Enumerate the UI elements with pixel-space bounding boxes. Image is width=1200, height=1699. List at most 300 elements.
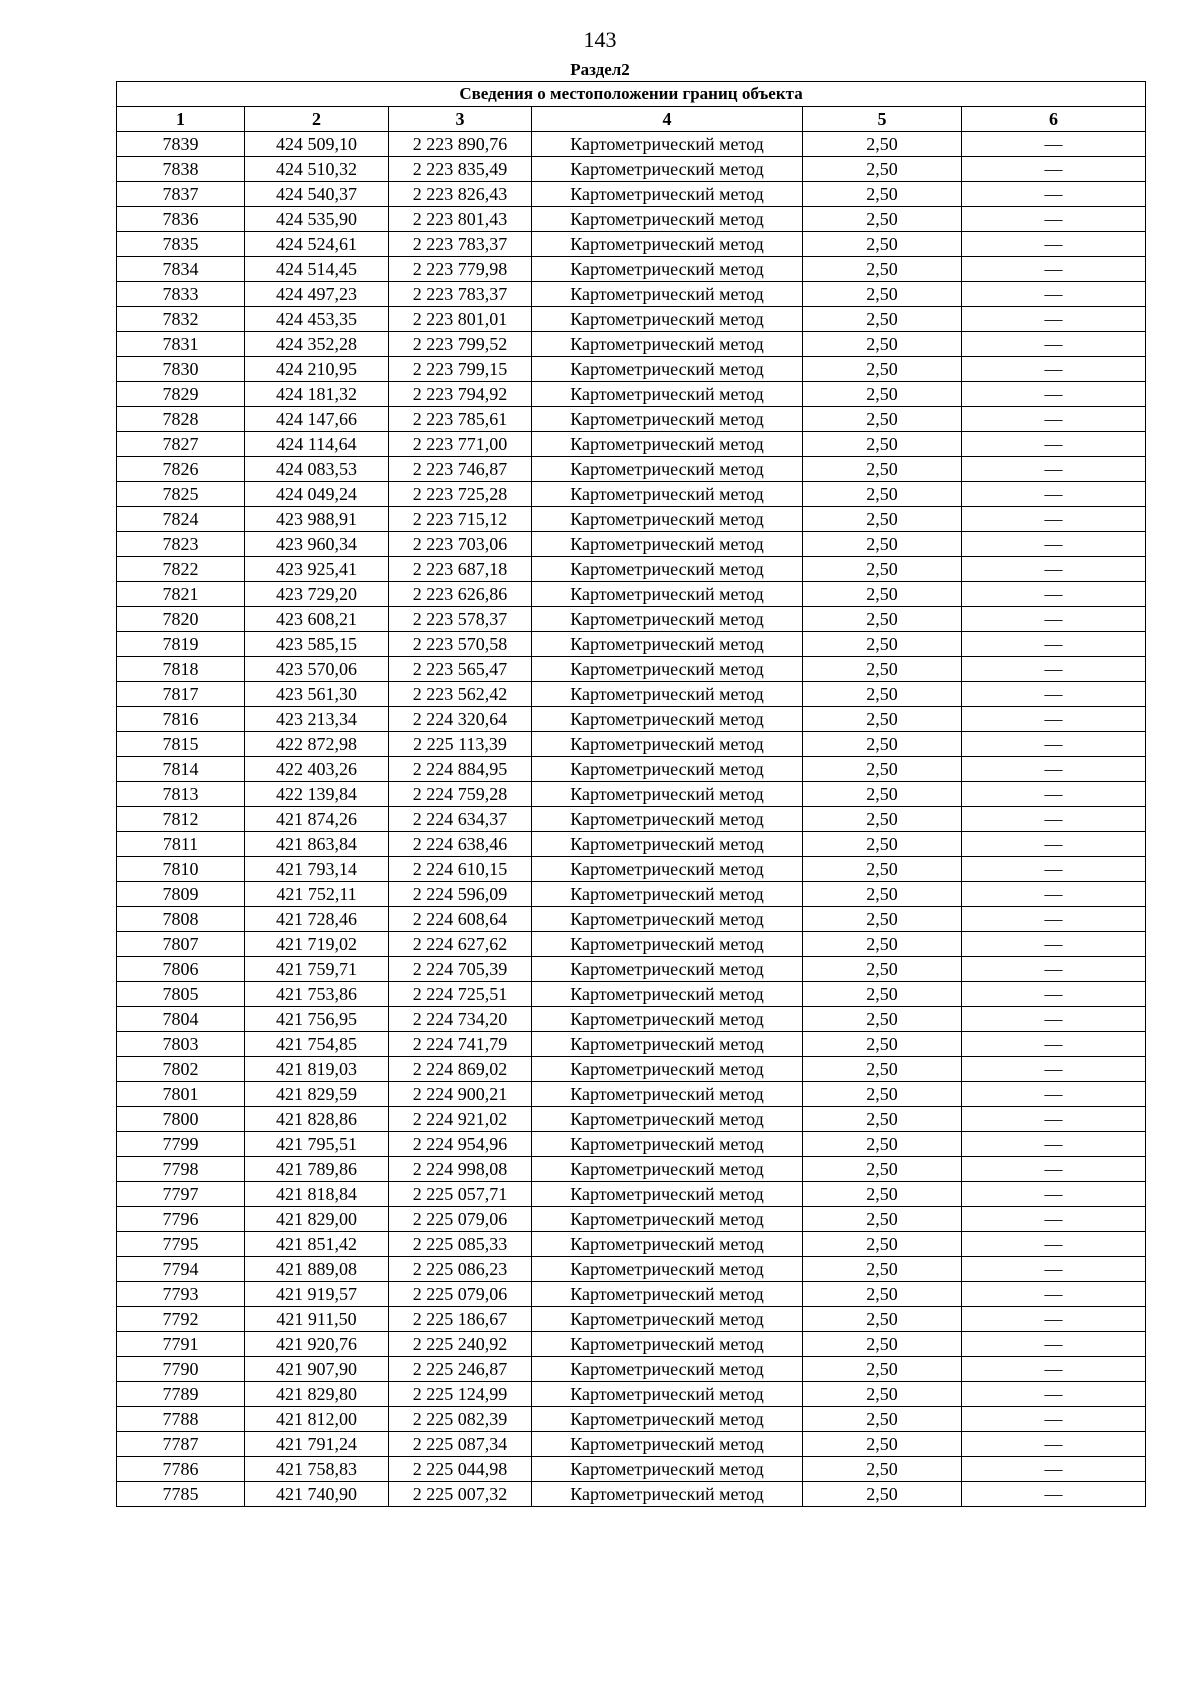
y-coordinate-cell: 2 225 079,06 — [389, 1282, 532, 1307]
y-coordinate-cell: 2 225 085,33 — [389, 1232, 532, 1257]
x-coordinate-cell: 421 754,85 — [245, 1032, 389, 1057]
x-coordinate-cell: 421 829,59 — [245, 1082, 389, 1107]
table-row — [117, 357, 1146, 382]
y-coordinate-cell: 2 225 086,23 — [389, 1257, 532, 1282]
accuracy-cell: 2,50 — [803, 982, 962, 1007]
point-number-cell: 7818 — [117, 657, 245, 682]
method-cell: Картометрический метод — [532, 1207, 803, 1232]
method-cell: Картометрический метод — [532, 1282, 803, 1307]
method-cell: Картометрический метод — [532, 1132, 803, 1157]
point-number-cell: 7815 — [117, 732, 245, 757]
accuracy-cell: 2,50 — [803, 1232, 962, 1257]
x-coordinate-cell: 423 925,41 — [245, 557, 389, 582]
description-cell: — — [962, 1482, 1146, 1507]
table-row — [117, 1257, 1146, 1282]
point-number-cell: 7789 — [117, 1382, 245, 1407]
point-number-cell: 7830 — [117, 357, 245, 382]
table-row — [117, 207, 1146, 232]
table-row — [117, 1032, 1146, 1057]
description-cell: — — [962, 1207, 1146, 1232]
accuracy-cell: 2,50 — [803, 1307, 962, 1332]
method-cell: Картометрический метод — [532, 1357, 803, 1382]
method-cell: Картометрический метод — [532, 157, 803, 182]
column-header: 5 — [803, 107, 962, 132]
point-number-cell: 7826 — [117, 457, 245, 482]
accuracy-cell: 2,50 — [803, 1482, 962, 1507]
description-cell: — — [962, 1432, 1146, 1457]
method-cell: Картометрический метод — [532, 732, 803, 757]
table-row — [117, 257, 1146, 282]
method-cell: Картометрический метод — [532, 207, 803, 232]
y-coordinate-cell: 2 224 725,51 — [389, 982, 532, 1007]
point-number-cell: 7814 — [117, 757, 245, 782]
y-coordinate-cell: 2 224 734,20 — [389, 1007, 532, 1032]
description-cell: — — [962, 832, 1146, 857]
point-number-cell: 7813 — [117, 782, 245, 807]
point-number-cell: 7825 — [117, 482, 245, 507]
table-row — [117, 507, 1146, 532]
x-coordinate-cell: 421 874,26 — [245, 807, 389, 832]
y-coordinate-cell: 2 223 801,01 — [389, 307, 532, 332]
accuracy-cell: 2,50 — [803, 382, 962, 407]
method-cell: Картометрический метод — [532, 332, 803, 357]
accuracy-cell: 2,50 — [803, 482, 962, 507]
x-coordinate-cell: 424 535,90 — [245, 207, 389, 232]
x-coordinate-cell: 421 863,84 — [245, 832, 389, 857]
method-cell: Картометрический метод — [532, 1382, 803, 1407]
y-coordinate-cell: 2 223 799,52 — [389, 332, 532, 357]
table-row — [117, 1057, 1146, 1082]
method-cell: Картометрический метод — [532, 307, 803, 332]
accuracy-cell: 2,50 — [803, 932, 962, 957]
accuracy-cell: 2,50 — [803, 682, 962, 707]
y-coordinate-cell: 2 223 771,00 — [389, 432, 532, 457]
x-coordinate-cell: 423 729,20 — [245, 582, 389, 607]
point-number-cell: 7803 — [117, 1032, 245, 1057]
y-coordinate-cell: 2 224 954,96 — [389, 1132, 532, 1157]
point-number-cell: 7794 — [117, 1257, 245, 1282]
point-number-cell: 7796 — [117, 1207, 245, 1232]
point-number-cell: 7832 — [117, 307, 245, 332]
x-coordinate-cell: 421 795,51 — [245, 1132, 389, 1157]
point-number-cell: 7806 — [117, 957, 245, 982]
table-row — [117, 232, 1146, 257]
column-header: 1 — [117, 107, 245, 132]
x-coordinate-cell: 421 728,46 — [245, 907, 389, 932]
point-number-cell: 7801 — [117, 1082, 245, 1107]
description-cell: — — [962, 957, 1146, 982]
table-row — [117, 957, 1146, 982]
x-coordinate-cell: 421 812,00 — [245, 1407, 389, 1432]
accuracy-cell: 2,50 — [803, 532, 962, 557]
accuracy-cell: 2,50 — [803, 1157, 962, 1182]
description-cell: — — [962, 1182, 1146, 1207]
accuracy-cell: 2,50 — [803, 807, 962, 832]
table-row — [117, 982, 1146, 1007]
method-cell: Картометрический метод — [532, 182, 803, 207]
y-coordinate-cell: 2 223 715,12 — [389, 507, 532, 532]
table-row — [117, 1132, 1146, 1157]
accuracy-cell: 2,50 — [803, 907, 962, 932]
accuracy-cell: 2,50 — [803, 507, 962, 532]
description-cell: — — [962, 282, 1146, 307]
y-coordinate-cell: 2 224 634,37 — [389, 807, 532, 832]
method-cell: Картометрический метод — [532, 857, 803, 882]
point-number-cell: 7804 — [117, 1007, 245, 1032]
point-number-cell: 7802 — [117, 1057, 245, 1082]
y-coordinate-cell: 2 224 921,02 — [389, 1107, 532, 1132]
description-cell: — — [962, 1107, 1146, 1132]
table-row — [117, 1282, 1146, 1307]
accuracy-cell: 2,50 — [803, 132, 962, 157]
y-coordinate-cell: 2 223 570,58 — [389, 632, 532, 657]
method-cell: Картометрический метод — [532, 382, 803, 407]
accuracy-cell: 2,50 — [803, 1382, 962, 1407]
method-cell: Картометрический метод — [532, 1432, 803, 1457]
x-coordinate-cell: 421 920,76 — [245, 1332, 389, 1357]
point-number-cell: 7838 — [117, 157, 245, 182]
accuracy-cell: 2,50 — [803, 882, 962, 907]
x-coordinate-cell: 423 561,30 — [245, 682, 389, 707]
table-row — [117, 307, 1146, 332]
point-number-cell: 7816 — [117, 707, 245, 732]
method-cell: Картометрический метод — [532, 832, 803, 857]
y-coordinate-cell: 2 225 124,99 — [389, 1382, 532, 1407]
y-coordinate-cell: 2 224 610,15 — [389, 857, 532, 882]
x-coordinate-cell: 421 740,90 — [245, 1482, 389, 1507]
y-coordinate-cell: 2 225 007,32 — [389, 1482, 532, 1507]
table-row — [117, 1157, 1146, 1182]
point-number-cell: 7824 — [117, 507, 245, 532]
table-row — [117, 532, 1146, 557]
description-cell: — — [962, 982, 1146, 1007]
x-coordinate-cell: 424 514,45 — [245, 257, 389, 282]
accuracy-cell: 2,50 — [803, 1032, 962, 1057]
table-row — [117, 1107, 1146, 1132]
accuracy-cell: 2,50 — [803, 182, 962, 207]
description-cell: — — [962, 757, 1146, 782]
table-row — [117, 132, 1146, 157]
accuracy-cell: 2,50 — [803, 707, 962, 732]
table-row — [117, 1357, 1146, 1382]
accuracy-cell: 2,50 — [803, 1407, 962, 1432]
x-coordinate-cell: 424 510,32 — [245, 157, 389, 182]
description-cell: — — [962, 432, 1146, 457]
description-cell: — — [962, 232, 1146, 257]
table-row — [117, 407, 1146, 432]
table-row — [117, 807, 1146, 832]
method-cell: Картометрический метод — [532, 957, 803, 982]
method-cell: Картометрический метод — [532, 757, 803, 782]
x-coordinate-cell: 421 829,00 — [245, 1207, 389, 1232]
method-cell: Картометрический метод — [532, 582, 803, 607]
method-cell: Картометрический метод — [532, 457, 803, 482]
point-number-cell: 7786 — [117, 1457, 245, 1482]
method-cell: Картометрический метод — [532, 1057, 803, 1082]
method-cell: Картометрический метод — [532, 782, 803, 807]
point-number-cell: 7807 — [117, 932, 245, 957]
y-coordinate-cell: 2 225 044,98 — [389, 1457, 532, 1482]
description-cell: — — [962, 1332, 1146, 1357]
accuracy-cell: 2,50 — [803, 1082, 962, 1107]
x-coordinate-cell: 424 147,66 — [245, 407, 389, 432]
y-coordinate-cell: 2 223 783,37 — [389, 232, 532, 257]
accuracy-cell: 2,50 — [803, 157, 962, 182]
x-coordinate-cell: 421 789,86 — [245, 1157, 389, 1182]
method-cell: Картометрический метод — [532, 932, 803, 957]
point-number-cell: 7827 — [117, 432, 245, 457]
x-coordinate-cell: 422 139,84 — [245, 782, 389, 807]
y-coordinate-cell: 2 225 057,71 — [389, 1182, 532, 1207]
table-row — [117, 682, 1146, 707]
x-coordinate-cell: 424 083,53 — [245, 457, 389, 482]
table-row — [117, 1232, 1146, 1257]
method-cell: Картометрический метод — [532, 1007, 803, 1032]
point-number-cell: 7811 — [117, 832, 245, 857]
accuracy-cell: 2,50 — [803, 1207, 962, 1232]
method-cell: Картометрический метод — [532, 432, 803, 457]
y-coordinate-cell: 2 225 246,87 — [389, 1357, 532, 1382]
point-number-cell: 7836 — [117, 207, 245, 232]
table-row — [117, 1007, 1146, 1032]
method-cell: Картометрический метод — [532, 282, 803, 307]
y-coordinate-cell: 2 224 596,09 — [389, 882, 532, 907]
description-cell: — — [962, 732, 1146, 757]
y-coordinate-cell: 2 223 578,37 — [389, 607, 532, 632]
table-row — [117, 182, 1146, 207]
description-cell: — — [962, 1257, 1146, 1282]
accuracy-cell: 2,50 — [803, 782, 962, 807]
column-header: 4 — [532, 107, 803, 132]
description-cell: — — [962, 382, 1146, 407]
x-coordinate-cell: 421 793,14 — [245, 857, 389, 882]
table-row — [117, 1382, 1146, 1407]
x-coordinate-cell: 423 608,21 — [245, 607, 389, 632]
point-number-cell: 7797 — [117, 1182, 245, 1207]
column-header: 3 — [389, 107, 532, 132]
x-coordinate-cell: 423 585,15 — [245, 632, 389, 657]
description-cell: — — [962, 932, 1146, 957]
method-cell: Картометрический метод — [532, 557, 803, 582]
table-row — [117, 1207, 1146, 1232]
accuracy-cell: 2,50 — [803, 1007, 962, 1032]
point-number-cell: 7817 — [117, 682, 245, 707]
description-cell: — — [962, 332, 1146, 357]
point-number-cell: 7821 — [117, 582, 245, 607]
description-cell: — — [962, 1082, 1146, 1107]
point-number-cell: 7799 — [117, 1132, 245, 1157]
method-cell: Картометрический метод — [532, 657, 803, 682]
section-title: Раздел2 — [570, 60, 630, 79]
description-cell: — — [962, 607, 1146, 632]
accuracy-cell: 2,50 — [803, 957, 962, 982]
table-row — [117, 1457, 1146, 1482]
accuracy-cell: 2,50 — [803, 582, 962, 607]
table-row — [117, 882, 1146, 907]
y-coordinate-cell: 2 223 801,43 — [389, 207, 532, 232]
x-coordinate-cell: 423 988,91 — [245, 507, 389, 532]
description-cell: — — [962, 1157, 1146, 1182]
x-coordinate-cell: 424 114,64 — [245, 432, 389, 457]
table-row — [117, 1182, 1146, 1207]
accuracy-cell: 2,50 — [803, 282, 962, 307]
accuracy-cell: 2,50 — [803, 1457, 962, 1482]
point-number-cell: 7822 — [117, 557, 245, 582]
x-coordinate-cell: 421 759,71 — [245, 957, 389, 982]
description-cell: — — [962, 182, 1146, 207]
accuracy-cell: 2,50 — [803, 357, 962, 382]
point-number-cell: 7785 — [117, 1482, 245, 1507]
description-cell: — — [962, 682, 1146, 707]
point-number-cell: 7808 — [117, 907, 245, 932]
y-coordinate-cell: 2 223 890,76 — [389, 132, 532, 157]
x-coordinate-cell: 424 210,95 — [245, 357, 389, 382]
x-coordinate-cell: 424 049,24 — [245, 482, 389, 507]
method-cell: Картометрический метод — [532, 632, 803, 657]
description-cell: — — [962, 257, 1146, 282]
accuracy-cell: 2,50 — [803, 1332, 962, 1357]
description-cell: — — [962, 357, 1146, 382]
description-cell: — — [962, 157, 1146, 182]
x-coordinate-cell: 421 889,08 — [245, 1257, 389, 1282]
method-cell: Картометрический метод — [532, 1407, 803, 1432]
table-row — [117, 907, 1146, 932]
y-coordinate-cell: 2 223 725,28 — [389, 482, 532, 507]
table-row — [117, 1407, 1146, 1432]
y-coordinate-cell: 2 224 741,79 — [389, 1032, 532, 1057]
description-cell: — — [962, 307, 1146, 332]
accuracy-cell: 2,50 — [803, 1057, 962, 1082]
point-number-cell: 7810 — [117, 857, 245, 882]
point-number-cell: 7792 — [117, 1307, 245, 1332]
y-coordinate-cell: 2 223 826,43 — [389, 182, 532, 207]
accuracy-cell: 2,50 — [803, 607, 962, 632]
y-coordinate-cell: 2 224 884,95 — [389, 757, 532, 782]
accuracy-cell: 2,50 — [803, 332, 962, 357]
x-coordinate-cell: 421 719,02 — [245, 932, 389, 957]
y-coordinate-cell: 2 225 082,39 — [389, 1407, 532, 1432]
column-header: 6 — [962, 107, 1146, 132]
x-coordinate-cell: 421 819,03 — [245, 1057, 389, 1082]
y-coordinate-cell: 2 224 608,64 — [389, 907, 532, 932]
description-cell: — — [962, 857, 1146, 882]
x-coordinate-cell: 421 919,57 — [245, 1282, 389, 1307]
method-cell: Картометрический метод — [532, 1257, 803, 1282]
accuracy-cell: 2,50 — [803, 857, 962, 882]
x-coordinate-cell: 421 911,50 — [245, 1307, 389, 1332]
point-number-cell: 7790 — [117, 1357, 245, 1382]
description-cell: — — [962, 657, 1146, 682]
x-coordinate-cell: 422 403,26 — [245, 757, 389, 782]
table-caption: Сведения о местоположении границ объекта — [117, 82, 1146, 107]
y-coordinate-cell: 2 223 835,49 — [389, 157, 532, 182]
description-cell: — — [962, 1232, 1146, 1257]
y-coordinate-cell: 2 225 186,67 — [389, 1307, 532, 1332]
table-header-row — [117, 107, 1146, 132]
table-row — [117, 157, 1146, 182]
point-number-cell: 7795 — [117, 1232, 245, 1257]
y-coordinate-cell: 2 224 869,02 — [389, 1057, 532, 1082]
x-coordinate-cell: 423 960,34 — [245, 532, 389, 557]
x-coordinate-cell: 421 907,90 — [245, 1357, 389, 1382]
y-coordinate-cell: 2 224 998,08 — [389, 1157, 532, 1182]
point-number-cell: 7839 — [117, 132, 245, 157]
y-coordinate-cell: 2 223 703,06 — [389, 532, 532, 557]
accuracy-cell: 2,50 — [803, 257, 962, 282]
y-coordinate-cell: 2 224 759,28 — [389, 782, 532, 807]
accuracy-cell: 2,50 — [803, 732, 962, 757]
point-number-cell: 7820 — [117, 607, 245, 632]
description-cell: — — [962, 707, 1146, 732]
description-cell: — — [962, 1357, 1146, 1382]
accuracy-cell: 2,50 — [803, 1107, 962, 1132]
description-cell: — — [962, 1382, 1146, 1407]
point-number-cell: 7787 — [117, 1432, 245, 1457]
description-cell: — — [962, 457, 1146, 482]
method-cell: Картометрический метод — [532, 1157, 803, 1182]
method-cell: Картометрический метод — [532, 357, 803, 382]
y-coordinate-cell: 2 223 785,61 — [389, 407, 532, 432]
description-cell: — — [962, 1132, 1146, 1157]
x-coordinate-cell: 424 509,10 — [245, 132, 389, 157]
y-coordinate-cell: 2 223 562,42 — [389, 682, 532, 707]
y-coordinate-cell: 2 224 638,46 — [389, 832, 532, 857]
y-coordinate-cell: 2 223 779,98 — [389, 257, 532, 282]
description-cell: — — [962, 1307, 1146, 1332]
table-row — [117, 757, 1146, 782]
accuracy-cell: 2,50 — [803, 1132, 962, 1157]
x-coordinate-cell: 423 213,34 — [245, 707, 389, 732]
table-row — [117, 832, 1146, 857]
description-cell: — — [962, 482, 1146, 507]
x-coordinate-cell: 421 753,86 — [245, 982, 389, 1007]
description-cell: — — [962, 582, 1146, 607]
y-coordinate-cell: 2 223 794,92 — [389, 382, 532, 407]
method-cell: Картометрический метод — [532, 532, 803, 557]
table-body — [117, 132, 1146, 1507]
point-number-cell: 7791 — [117, 1332, 245, 1357]
point-number-cell: 7819 — [117, 632, 245, 657]
description-cell: — — [962, 507, 1146, 532]
accuracy-cell: 2,50 — [803, 832, 962, 857]
x-coordinate-cell: 422 872,98 — [245, 732, 389, 757]
accuracy-cell: 2,50 — [803, 207, 962, 232]
description-cell: — — [962, 557, 1146, 582]
y-coordinate-cell: 2 225 113,39 — [389, 732, 532, 757]
method-cell: Картометрический метод — [532, 1082, 803, 1107]
y-coordinate-cell: 2 223 746,87 — [389, 457, 532, 482]
point-number-cell: 7823 — [117, 532, 245, 557]
y-coordinate-cell: 2 224 900,21 — [389, 1082, 532, 1107]
y-coordinate-cell: 2 224 705,39 — [389, 957, 532, 982]
description-cell: — — [962, 532, 1146, 557]
point-number-cell: 7800 — [117, 1107, 245, 1132]
method-cell: Картометрический метод — [532, 1232, 803, 1257]
page-number: 143 — [583, 27, 617, 52]
point-number-cell: 7793 — [117, 1282, 245, 1307]
description-cell: — — [962, 882, 1146, 907]
point-number-cell: 7829 — [117, 382, 245, 407]
method-cell: Картометрический метод — [532, 1032, 803, 1057]
table-row — [117, 1307, 1146, 1332]
point-number-cell: 7788 — [117, 1407, 245, 1432]
y-coordinate-cell: 2 225 087,34 — [389, 1432, 532, 1457]
description-cell: — — [962, 632, 1146, 657]
x-coordinate-cell: 423 570,06 — [245, 657, 389, 682]
table-row — [117, 782, 1146, 807]
method-cell: Картометрический метод — [532, 1107, 803, 1132]
method-cell: Картометрический метод — [532, 507, 803, 532]
